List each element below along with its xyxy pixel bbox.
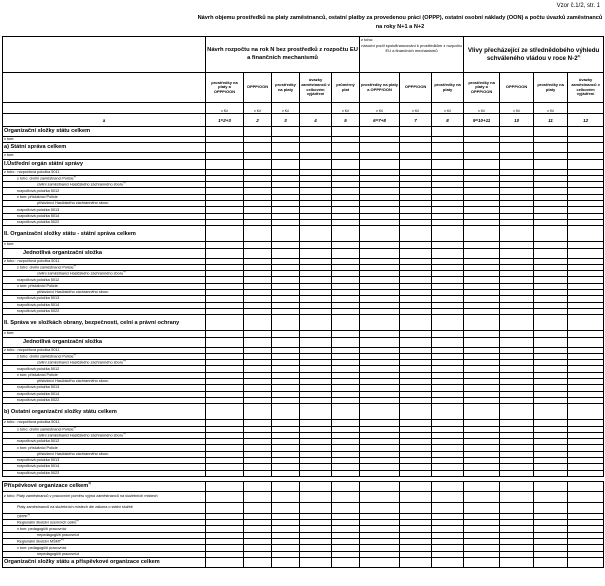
value-cell bbox=[568, 143, 604, 153]
row-label-text: v tom: příslušníci Policie bbox=[17, 194, 58, 199]
value-cell bbox=[244, 502, 272, 513]
column-subheader: prostředky na platy bbox=[432, 73, 464, 103]
column-unit: v Kč bbox=[272, 103, 300, 114]
value-cell bbox=[206, 557, 244, 567]
value-cell bbox=[360, 491, 400, 502]
row-label bbox=[3, 127, 206, 137]
row-label bbox=[3, 226, 206, 242]
group-header-eu-cofinancing bbox=[360, 37, 464, 73]
value-cell bbox=[360, 337, 400, 347]
value-cell bbox=[534, 557, 568, 567]
value-cell bbox=[400, 481, 432, 491]
column-subheader: OPPP/OON bbox=[500, 73, 534, 103]
value-cell bbox=[534, 143, 568, 153]
group-header-current-budget: Návrh rozpočtu na rok N bez prostředků z rozpočtu EU a finančních mechanismů bbox=[206, 37, 360, 73]
row-label-text: v tom: pedagogičtí pracovníci bbox=[17, 545, 67, 550]
value-cell bbox=[400, 127, 432, 137]
row-label-text: z toho: Platy zaměstnanců v pracovním poměru vyjma zaměstnanců na služebních místech bbox=[4, 494, 158, 499]
table-row bbox=[3, 481, 604, 491]
value-cell bbox=[206, 226, 244, 242]
value-cell bbox=[464, 143, 500, 153]
value-cell bbox=[332, 226, 360, 242]
value-cell bbox=[568, 337, 604, 347]
value-cell bbox=[332, 143, 360, 153]
group-header-medium-term-text: Vlivy přecházející ze střednědobého výhledu schváleného vládou v roce N-2 bbox=[467, 47, 600, 62]
value-cell bbox=[244, 143, 272, 153]
value-cell bbox=[500, 248, 534, 258]
value-cell bbox=[272, 491, 300, 502]
value-cell bbox=[300, 404, 332, 420]
value-cell bbox=[272, 248, 300, 258]
row-label-text: rozpočtová položka 5014 bbox=[17, 391, 60, 396]
value-cell bbox=[244, 491, 272, 502]
value-cell bbox=[568, 481, 604, 491]
column-unit: v Kč bbox=[432, 103, 464, 114]
value-cell bbox=[464, 481, 500, 491]
footnote-marker: 3) bbox=[577, 53, 581, 58]
row-label-text: příslušníci Hasičského záchranného sboru bbox=[37, 201, 109, 206]
value-cell bbox=[568, 404, 604, 420]
column-unit: v Kč bbox=[400, 103, 432, 114]
table-row bbox=[3, 226, 604, 242]
value-cell bbox=[464, 248, 500, 258]
value-cell bbox=[400, 248, 432, 258]
column-unit: v Kč bbox=[500, 103, 534, 114]
row-label-text: v tom: pedagogičtí pracovníci bbox=[17, 526, 67, 531]
value-cell bbox=[360, 557, 400, 567]
table-row bbox=[3, 248, 604, 258]
document-title: Návrh objemu prostředků na platy zaměstnanců, ostatní platby za provedenou práci (OPPP), ostatní osobní náklady (OON) a počtu úvazků zaměstnanců na roky N+1 a N+2 bbox=[197, 15, 603, 30]
value-cell bbox=[206, 404, 244, 420]
value-cell bbox=[464, 557, 500, 567]
value-cell bbox=[360, 481, 400, 491]
column-subheader: OPPP/OON bbox=[244, 73, 272, 103]
row-label-text: v tom: příslušníci Policie bbox=[17, 372, 58, 377]
value-cell bbox=[332, 248, 360, 258]
value-cell bbox=[360, 502, 400, 513]
row-label bbox=[3, 248, 206, 258]
value-cell bbox=[332, 557, 360, 567]
value-cell bbox=[272, 481, 300, 491]
group-header-eu-text: národní podíl spolufinancování k prostředkům z rozpočtu EU a finančních mechanismů bbox=[361, 42, 462, 53]
value-cell bbox=[400, 404, 432, 420]
value-cell bbox=[432, 159, 464, 169]
column-unit: v Kč bbox=[332, 103, 360, 114]
table-row bbox=[3, 404, 604, 420]
value-cell bbox=[534, 159, 568, 169]
group-header-z-toho: z toho: bbox=[361, 37, 374, 42]
row-label bbox=[3, 404, 206, 420]
value-cell bbox=[300, 315, 332, 331]
value-cell bbox=[534, 502, 568, 513]
value-cell bbox=[464, 159, 500, 169]
value-cell bbox=[206, 337, 244, 347]
column-subheader: prostředky na platy a OPPP/OON bbox=[206, 73, 244, 103]
value-cell bbox=[568, 491, 604, 502]
row-label-text: z toho : rozpočtová položka 5011 bbox=[4, 169, 60, 174]
value-cell bbox=[360, 226, 400, 242]
label-units-cell bbox=[3, 103, 206, 114]
value-cell bbox=[206, 248, 244, 258]
value-cell bbox=[400, 226, 432, 242]
row-label-text: II. Organizační složky státu - státní správa celkem bbox=[4, 230, 136, 237]
row-label-text: Organizační složky státu a příspěvkové organizace celkem bbox=[4, 558, 160, 565]
value-cell bbox=[500, 127, 534, 137]
column-unit: v Kč bbox=[206, 103, 244, 114]
value-cell bbox=[244, 248, 272, 258]
footnote-marker: 4) bbox=[73, 353, 77, 356]
footnote-marker: 4) bbox=[123, 359, 126, 363]
value-cell bbox=[432, 226, 464, 242]
value-cell bbox=[272, 404, 300, 420]
value-cell bbox=[500, 315, 534, 331]
index-label-cell: a bbox=[3, 114, 206, 127]
row-label-text: příslušníci Hasičského záchranného sboru bbox=[37, 379, 109, 384]
column-index: 1=2+3 bbox=[206, 114, 244, 127]
column-index: 8 bbox=[432, 114, 464, 127]
row-label-text: rozpočtová položka 5013 bbox=[17, 207, 60, 212]
row-label bbox=[3, 159, 206, 169]
column-unit: v Kč bbox=[360, 103, 400, 114]
value-cell bbox=[244, 127, 272, 137]
row-label-text: rozpočtová položka 5022 bbox=[17, 220, 60, 225]
row-label-text: z toho: civilní zaměstnanci Policie bbox=[17, 354, 74, 359]
value-cell bbox=[360, 404, 400, 420]
value-cell bbox=[464, 127, 500, 137]
row-label-text: rozpočtová položka 5013 bbox=[17, 458, 60, 463]
value-cell bbox=[272, 557, 300, 567]
value-cell bbox=[500, 404, 534, 420]
column-subheader: úvazky zaměstnanců v celkovém vyjádření bbox=[300, 73, 332, 103]
table-row bbox=[3, 315, 604, 331]
row-label-text: rozpočtová položka 5014 bbox=[17, 213, 60, 218]
row-label-text: z toho: civilní zaměstnanci Policie bbox=[17, 426, 74, 431]
value-cell bbox=[244, 404, 272, 420]
value-cell bbox=[206, 159, 244, 169]
value-cell bbox=[500, 557, 534, 567]
table-row bbox=[3, 159, 604, 169]
row-label-text: rozpočtová položka 5022 bbox=[17, 398, 60, 403]
table-row bbox=[3, 127, 604, 137]
row-label-text: z toho: civilní zaměstnanci Policie bbox=[17, 265, 74, 270]
value-cell bbox=[400, 337, 432, 347]
value-cell bbox=[300, 337, 332, 347]
value-cell bbox=[244, 226, 272, 242]
footnote-marker: 4) bbox=[123, 432, 126, 435]
row-label-text: Regionální školství územních celků bbox=[17, 520, 77, 525]
value-cell bbox=[400, 491, 432, 502]
value-cell bbox=[360, 248, 400, 258]
column-unit bbox=[300, 103, 332, 114]
footnote-marker: 4) bbox=[123, 181, 126, 185]
value-cell bbox=[272, 226, 300, 242]
row-label-text: rozpočtová položka 5012 bbox=[17, 366, 60, 371]
footnote-marker: 4) bbox=[73, 426, 77, 429]
value-cell bbox=[432, 557, 464, 567]
value-cell bbox=[244, 315, 272, 331]
row-label-text: nepedagogičtí pracovníci bbox=[37, 532, 80, 537]
sub-header-row bbox=[3, 73, 604, 103]
value-cell bbox=[400, 557, 432, 567]
value-cell bbox=[206, 127, 244, 137]
value-cell bbox=[568, 557, 604, 567]
value-cell bbox=[464, 491, 500, 502]
value-cell bbox=[244, 337, 272, 347]
row-label bbox=[3, 491, 206, 502]
row-label-text: rozpočtová položka 5012 bbox=[17, 188, 60, 193]
value-cell bbox=[360, 143, 400, 153]
row-label-text: rozpočtová položka 5014 bbox=[17, 464, 60, 469]
row-label-text: z toho : rozpočtová položka 5011 bbox=[4, 258, 60, 263]
column-index: 3 bbox=[272, 114, 300, 127]
value-cell bbox=[432, 248, 464, 258]
table-row bbox=[3, 337, 604, 347]
value-cell bbox=[206, 143, 244, 153]
value-cell bbox=[500, 337, 534, 347]
group-header-row bbox=[3, 37, 604, 73]
value-cell bbox=[400, 143, 432, 153]
column-subheader: OPPP/OON bbox=[400, 73, 432, 103]
row-label-text: v tom: bbox=[4, 331, 15, 336]
column-subheader: úvazky zaměstnanců v celkovém vyjádření bbox=[568, 73, 604, 103]
column-index: 6=7+8 bbox=[360, 114, 400, 127]
value-cell bbox=[432, 143, 464, 153]
value-cell bbox=[568, 127, 604, 137]
row-label-text: rozpočtová položka 5013 bbox=[17, 385, 60, 390]
footnote-marker: 2) bbox=[76, 519, 79, 523]
form-template-label: Vzor č.1/2, str. 1 bbox=[556, 3, 600, 9]
label-header-cell bbox=[3, 37, 206, 73]
row-label-text: OPPP bbox=[17, 514, 28, 519]
value-cell bbox=[332, 127, 360, 137]
value-cell bbox=[464, 226, 500, 242]
row-label-text: v tom: bbox=[4, 153, 15, 158]
value-cell bbox=[534, 315, 568, 331]
row-label-text: b) Ostatní organizační složky státu celkem bbox=[4, 408, 117, 415]
column-subheader: prostředky na platy bbox=[534, 73, 568, 103]
label-subheader-cell bbox=[3, 73, 206, 103]
row-label-text: civilní zaměstnanci Hasičského záchranného sboru bbox=[37, 271, 124, 276]
value-cell bbox=[332, 337, 360, 347]
value-cell bbox=[534, 404, 568, 420]
value-cell bbox=[300, 557, 332, 567]
row-label-text: v tom: bbox=[4, 242, 15, 247]
value-cell bbox=[500, 143, 534, 153]
group-header-medium-term bbox=[464, 37, 604, 73]
row-label-text: v tom: bbox=[4, 137, 15, 142]
column-index: 7 bbox=[400, 114, 432, 127]
column-subheader: prostředky na platy bbox=[272, 73, 300, 103]
footnote-marker: 2) bbox=[61, 538, 64, 542]
budget-table bbox=[2, 36, 604, 568]
row-label bbox=[3, 315, 206, 331]
value-cell bbox=[568, 226, 604, 242]
row-label-text: Jednotlivá organizační složka bbox=[23, 338, 102, 345]
value-cell bbox=[464, 315, 500, 331]
column-subheader: prostředky na platy a OPPP/OON bbox=[360, 73, 400, 103]
units-row bbox=[3, 103, 604, 114]
value-cell bbox=[432, 491, 464, 502]
row-label-text: z toho : rozpočtová položka 5011 bbox=[4, 347, 60, 352]
row-label-text: z toho : rozpočtová položka 5011 bbox=[4, 420, 60, 425]
value-cell bbox=[244, 557, 272, 567]
value-cell bbox=[300, 248, 332, 258]
row-label-text: v tom: příslušníci Policie bbox=[17, 283, 58, 288]
row-label bbox=[3, 481, 206, 491]
row-label-text: Regionální školství MŠMT bbox=[17, 539, 62, 544]
value-cell bbox=[300, 127, 332, 137]
row-label-text: rozpočtová položka 5014 bbox=[17, 302, 60, 307]
value-cell bbox=[534, 226, 568, 242]
row-label-text: z toho: civilní zaměstnanci Policie bbox=[17, 176, 74, 181]
footnote-marker: 4) bbox=[73, 175, 77, 178]
value-cell bbox=[568, 159, 604, 169]
value-cell bbox=[300, 502, 332, 513]
value-cell bbox=[464, 502, 500, 513]
row-label-text: příslušníci Hasičského záchranného sboru bbox=[37, 451, 109, 456]
value-cell bbox=[332, 159, 360, 169]
row-label-text: civilní zaměstnanci Hasičského záchranného sboru bbox=[37, 433, 124, 438]
row-label-text: Jednotlivá organizační složka bbox=[23, 249, 102, 256]
value-cell bbox=[332, 502, 360, 513]
value-cell bbox=[500, 502, 534, 513]
row-label-text: Organizační složky státu celkem bbox=[4, 128, 91, 134]
value-cell bbox=[432, 315, 464, 331]
column-index: 10 bbox=[500, 114, 534, 127]
column-index-row bbox=[3, 114, 604, 127]
row-label-text: civilní zaměstnanci Hasičského záchranného sboru bbox=[37, 360, 124, 365]
table-row bbox=[3, 491, 604, 502]
value-cell bbox=[500, 226, 534, 242]
value-cell bbox=[332, 491, 360, 502]
value-cell bbox=[360, 315, 400, 331]
value-cell bbox=[534, 491, 568, 502]
value-cell bbox=[300, 481, 332, 491]
row-label-text: v tom: příslušníci Policie bbox=[17, 445, 58, 450]
table-row bbox=[3, 557, 604, 567]
value-cell bbox=[206, 491, 244, 502]
row-label-text: rozpočtová položka 5013 bbox=[17, 296, 60, 301]
value-cell bbox=[244, 159, 272, 169]
row-label-text: II. Správa ve složkách obrany, bezpečnosti, celní a právní ochrany bbox=[4, 319, 180, 326]
value-cell bbox=[206, 481, 244, 491]
value-cell bbox=[300, 159, 332, 169]
column-index: 12 bbox=[568, 114, 604, 127]
row-label-text: a) Státní správa celkem bbox=[4, 144, 67, 151]
value-cell bbox=[534, 337, 568, 347]
value-cell bbox=[300, 491, 332, 502]
row-label-text: rozpočtová položka 5022 bbox=[17, 309, 60, 314]
column-index: 11 bbox=[534, 114, 568, 127]
value-cell bbox=[272, 315, 300, 331]
footnote-marker: 1) bbox=[88, 481, 91, 486]
value-cell bbox=[432, 502, 464, 513]
value-cell bbox=[272, 127, 300, 137]
value-cell bbox=[272, 337, 300, 347]
column-index: 9=10+11 bbox=[464, 114, 500, 127]
column-unit bbox=[568, 103, 604, 114]
value-cell bbox=[500, 481, 534, 491]
column-unit: v Kč bbox=[534, 103, 568, 114]
value-cell bbox=[360, 159, 400, 169]
value-cell bbox=[432, 481, 464, 491]
value-cell bbox=[432, 127, 464, 137]
value-cell bbox=[206, 315, 244, 331]
value-cell bbox=[432, 337, 464, 347]
row-label-text: rozpočtová položka 5012 bbox=[17, 439, 60, 444]
footnote-marker: 4) bbox=[123, 270, 126, 274]
table-row bbox=[3, 143, 604, 153]
row-label-text: Příspěvkové organizace celkem bbox=[4, 483, 89, 490]
column-unit: v Kč bbox=[464, 103, 500, 114]
value-cell bbox=[568, 248, 604, 258]
value-cell bbox=[534, 127, 568, 137]
column-subheader: průměrný plat bbox=[332, 73, 360, 103]
column-index: 2 bbox=[244, 114, 272, 127]
value-cell bbox=[568, 315, 604, 331]
value-cell bbox=[206, 502, 244, 513]
column-index: 5 bbox=[332, 114, 360, 127]
footnote-marker: 4) bbox=[73, 264, 77, 267]
row-label-text: nepedagogičtí pracovníci bbox=[37, 551, 80, 556]
value-cell bbox=[400, 159, 432, 169]
column-subheader: prostředky na platy a OPPP/OON bbox=[464, 73, 500, 103]
column-unit: v Kč bbox=[244, 103, 272, 114]
row-label-text: civilní zaměstnanci Hasičského záchranného sboru bbox=[37, 182, 124, 187]
row-label-text: I.Ústřední orgán státní správy bbox=[4, 160, 83, 167]
value-cell bbox=[332, 315, 360, 331]
value-cell bbox=[300, 226, 332, 242]
row-label-text: Platy zaměstnanců na služebních místech dle zákona o státní službě bbox=[17, 505, 133, 510]
table-row bbox=[3, 502, 604, 513]
value-cell bbox=[464, 404, 500, 420]
value-cell bbox=[244, 481, 272, 491]
column-index: 4 bbox=[300, 114, 332, 127]
value-cell bbox=[360, 127, 400, 137]
value-cell bbox=[272, 502, 300, 513]
value-cell bbox=[500, 159, 534, 169]
row-label-text: rozpočtová položka 5012 bbox=[17, 277, 60, 282]
value-cell bbox=[534, 481, 568, 491]
value-cell bbox=[568, 502, 604, 513]
value-cell bbox=[464, 337, 500, 347]
row-label bbox=[3, 143, 206, 153]
value-cell bbox=[332, 404, 360, 420]
footnote-marker: 5) bbox=[27, 513, 31, 516]
value-cell bbox=[432, 404, 464, 420]
value-cell bbox=[400, 315, 432, 331]
row-label bbox=[3, 337, 206, 347]
row-label-text: příslušníci Hasičského záchranného sboru bbox=[37, 290, 109, 295]
row-label bbox=[3, 557, 206, 567]
value-cell bbox=[534, 248, 568, 258]
value-cell bbox=[300, 143, 332, 153]
row-label-text: rozpočtová položka 5022 bbox=[17, 470, 60, 475]
value-cell bbox=[400, 502, 432, 513]
value-cell bbox=[272, 143, 300, 153]
row-label bbox=[3, 502, 206, 513]
value-cell bbox=[500, 491, 534, 502]
value-cell bbox=[332, 481, 360, 491]
value-cell bbox=[272, 159, 300, 169]
